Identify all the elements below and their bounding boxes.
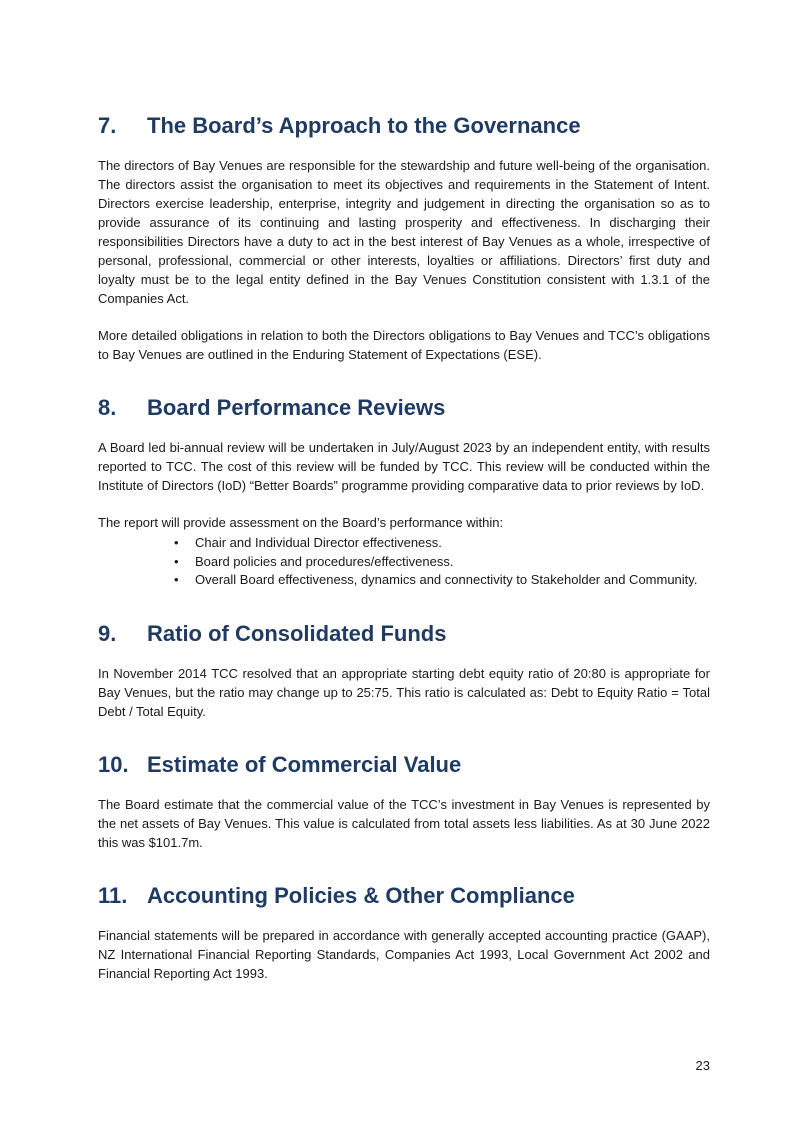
bullet-icon: • — [174, 553, 179, 569]
paragraph: In November 2014 TCC resolved that an appropriate starting debt equity ratio of 20:80 is appropriate for Bay Venues, but the ratio may change up to 25:75. This ratio is calculated as: Debt to Equity Ratio = Total Debt / Total Equity. — [98, 665, 710, 719]
section-title: Ratio of Consolidated Funds — [147, 620, 447, 646]
list-item-text: Chair and Individual Director effectiveness. — [195, 535, 442, 550]
section-heading — [98, 751, 710, 779]
paragraph: The report will provide assessment on the Board’s performance within: — [98, 515, 504, 530]
section-accounting-policies — [98, 882, 710, 983]
list-item — [98, 571, 710, 590]
list-item — [98, 553, 710, 572]
section-title: The Board’s Approach to the Governance — [147, 113, 581, 138]
section-heading — [98, 112, 710, 140]
bullet-icon: • — [174, 572, 179, 587]
section-number: 11. — [98, 882, 128, 908]
list-item-text: Overall Board effectiveness, dynamics and connectivity to Stakeholder and Community. — [195, 572, 698, 587]
page-number: 23 — [695, 1058, 710, 1073]
list-item — [98, 534, 710, 553]
bullet-list — [98, 534, 710, 590]
paragraph: The Board estimate that the commercial value of the TCC’s investment in Bay Venues is represented by the net assets of Bay Venues. This value is calculated from total assets less liabilities. As at 30 June 2022 this was $101.7m. — [98, 796, 710, 850]
paragraph: A Board led bi-annual review will be undertaken in July/August 2023 by an independent entity, with results reported to TCC. The cost of this review will be funded by TCC. This review will be conducted within the Institute of Directors (IoD) “Better Boards” programme providing comparative data to prior reviews by IoD. — [98, 440, 710, 493]
section-governance — [98, 112, 710, 364]
section-heading — [98, 394, 710, 422]
section-heading — [98, 620, 710, 648]
section-board-performance — [98, 394, 710, 590]
section-heading — [98, 882, 710, 910]
section-title: Accounting Policies & Other Compliance — [147, 882, 575, 908]
section-commercial-value — [98, 751, 710, 852]
list-item-text: Board policies and procedures/effectiveness. — [195, 553, 454, 569]
paragraph: Financial statements will be prepared in accordance with generally accepted accounting practice (GAAP), NZ International Financial Reporting Standards, Companies Act 1993, Local Government Act 2002 and Financial Reporting Act 1993. — [98, 927, 710, 981]
bullet-icon: • — [174, 535, 179, 550]
section-number: 9. — [98, 620, 117, 646]
section-number: 10. — [98, 751, 129, 777]
section-ratio-funds — [98, 620, 710, 721]
paragraph: More detailed obligations in relation to both the Directors obligations to Bay Venues and TCC’s obligations to Bay Venues are outlined in the Enduring Statement of Expectations (ESE). — [98, 328, 710, 362]
section-title: Estimate of Commercial Value — [147, 751, 462, 777]
section-number: 7. — [98, 113, 117, 138]
page-content — [98, 112, 710, 1013]
section-title: Board Performance Reviews — [147, 395, 446, 420]
section-number: 8. — [98, 395, 117, 420]
paragraph: The directors of Bay Venues are responsible for the stewardship and future well-being of the organisation. The directors assist the organisation to meet its objectives and requirements in the Statement of Intent. Directors exercise leadership, enterprise, integrity and judgement in directing the organisation so as to provide assurance of its continuing and lasting prosperity and effectiveness. In discharging their responsibilities Directors have a duty to act in the best interest of Bay Venues as a whole, irrespective of personal, professional, commercial or other interests, loyalties or affiliations. Directors’ first duty and loyalty must be to the legal entity defined in the Bay Venues Constitution consistent with 1.3.1 of the Companies Act. — [98, 158, 710, 306]
